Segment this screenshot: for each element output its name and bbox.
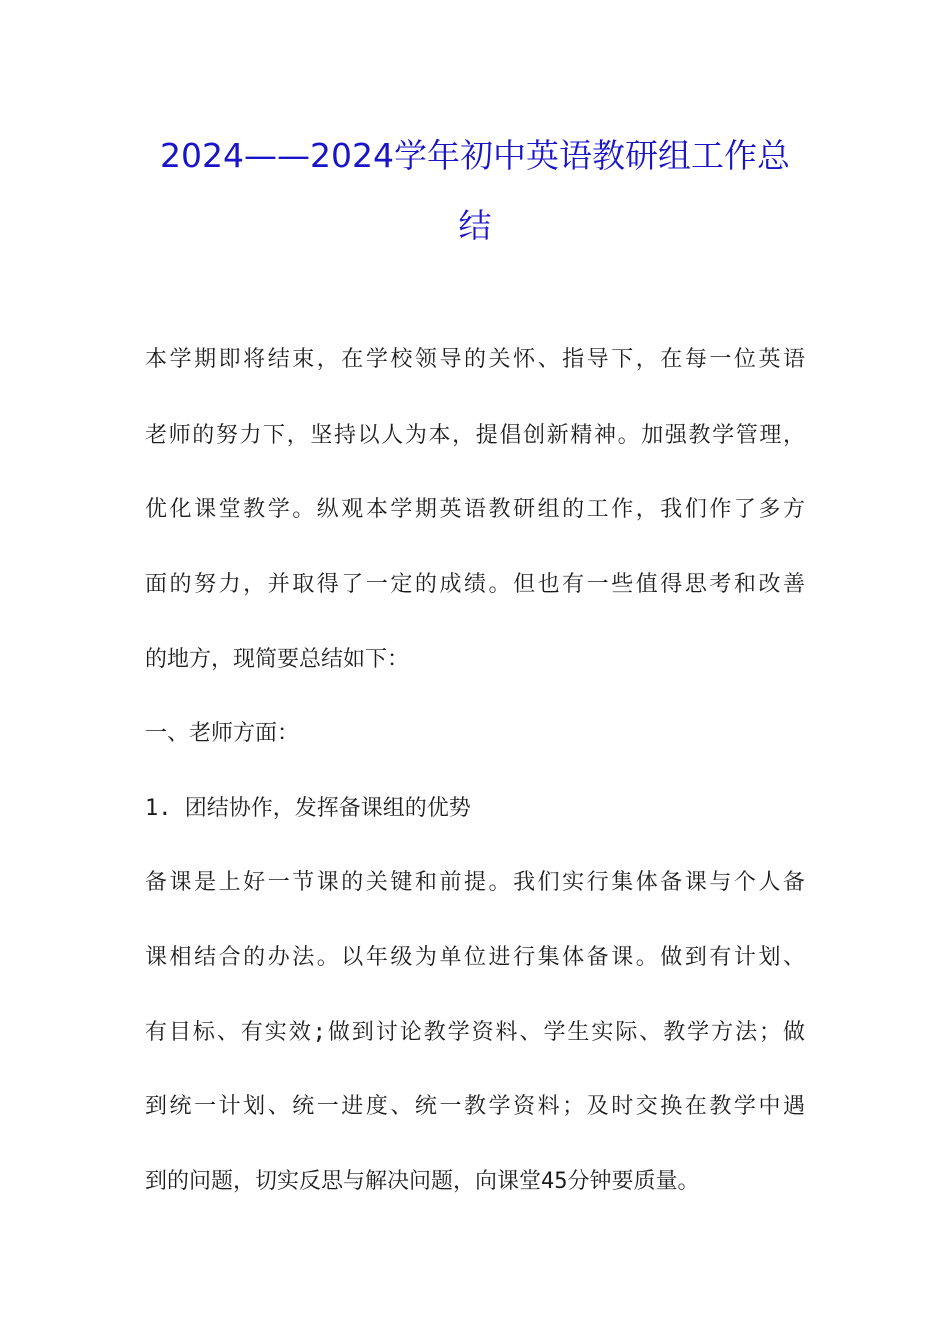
paragraph-line: 到的问题，切实反思与解决问题，向课堂45分钟要质量。: [145, 1169, 700, 1194]
paragraph-line: 课相结合的办法。以年级为单位进行集体备课。做到有计划、: [145, 945, 805, 970]
paragraph-line: 到统一计划、统一进度、统一教学资料；及时交换在教学中遇: [145, 1094, 805, 1119]
paragraph-line: 优化课堂教学。纵观本学期英语教研组的工作，我们作了多方: [145, 497, 805, 522]
paragraph-line: 本学期即将结束，在学校领导的关怀、指导下，在每一位英语: [145, 347, 805, 372]
subsection-heading: 1. 团结协作，发挥备课组的优势: [145, 796, 471, 821]
section-heading: 一、老师方面：: [145, 721, 300, 746]
document-title-line-2: 结: [458, 206, 492, 245]
paragraph-line: 面的努力，并取得了一定的成绩。但也有一些值得思考和改善: [145, 572, 805, 597]
paragraph-line: 的地方，现简要总结如下：: [145, 647, 410, 672]
document-title-line-1: 2024——2024学年初中英语教研组工作总: [160, 136, 790, 175]
paragraph-line: 备课是上好一节课的关键和前提。我们实行集体备课与个人备: [145, 870, 805, 895]
paragraph-line: 有目标、有实效;做到讨论教学资料、学生实际、教学方法；做: [145, 1020, 805, 1045]
paragraph-line: 老师的努力下，坚持以人为本，提倡创新精神。加强教学管理，: [145, 423, 805, 448]
